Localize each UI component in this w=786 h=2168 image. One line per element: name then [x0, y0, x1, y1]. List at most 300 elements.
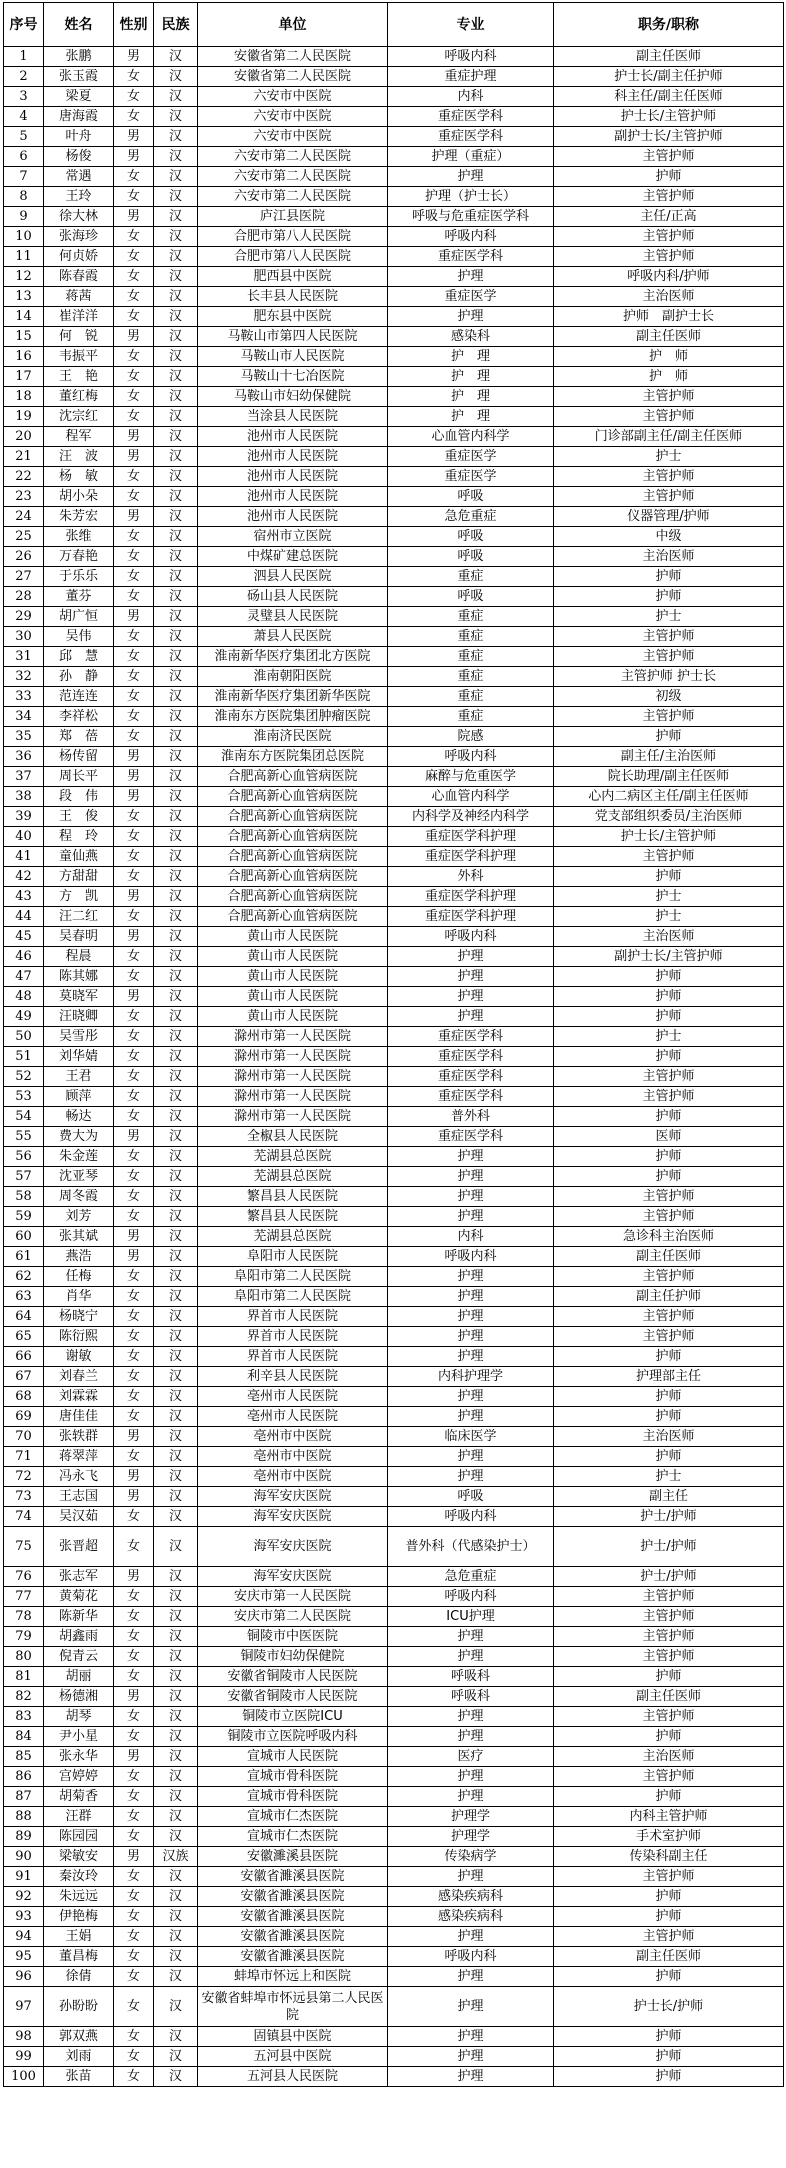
cell-name: 燕浩 [44, 1247, 114, 1267]
cell-specialty: 内科 [388, 87, 554, 107]
cell-ethnicity: 汉 [154, 1247, 198, 1267]
table-row [4, 1267, 784, 1287]
cell-index: 60 [4, 1227, 44, 1247]
cell-title: 护理部主任 [554, 1367, 784, 1387]
cell-specialty: 呼吸内科 [388, 227, 554, 247]
cell-gender: 女 [114, 727, 154, 747]
cell-title: 医师 [554, 1127, 784, 1147]
cell-ethnicity: 汉 [154, 927, 198, 947]
cell-gender: 女 [114, 1507, 154, 1527]
table-row [4, 447, 784, 467]
cell-unit: 安徽省濉溪县医院 [198, 1927, 388, 1947]
table-row [4, 167, 784, 187]
cell-specialty: 普外科（代感染护士） [388, 1527, 554, 1567]
cell-title: 主管护师 [554, 1707, 784, 1727]
cell-name: 崔洋洋 [44, 307, 114, 327]
cell-index: 42 [4, 867, 44, 887]
cell-index: 92 [4, 1887, 44, 1907]
cell-specialty: 重症医学科护理 [388, 827, 554, 847]
cell-gender: 男 [114, 1227, 154, 1247]
cell-unit: 界首市人民医院 [198, 1307, 388, 1327]
cell-name: 唐佳佳 [44, 1407, 114, 1427]
table-row [4, 707, 784, 727]
cell-index: 34 [4, 707, 44, 727]
cell-name: 张永华 [44, 1747, 114, 1767]
cell-ethnicity: 汉 [154, 627, 198, 647]
cell-index: 39 [4, 807, 44, 827]
cell-index: 49 [4, 1007, 44, 1027]
cell-index: 46 [4, 947, 44, 967]
cell-specialty: 护理 [388, 1327, 554, 1347]
cell-title: 护师 [554, 1667, 784, 1687]
cell-title: 护士长/主管护师 [554, 107, 784, 127]
cell-specialty: 麻醉与危重医学 [388, 767, 554, 787]
cell-index: 12 [4, 267, 44, 287]
cell-unit: 宣城市骨科医院 [198, 1767, 388, 1787]
cell-gender: 男 [114, 1127, 154, 1147]
cell-title: 护士 [554, 607, 784, 627]
cell-unit: 全椒县人民医院 [198, 1127, 388, 1147]
cell-specialty: 临床医学 [388, 1427, 554, 1447]
cell-ethnicity: 汉 [154, 1767, 198, 1787]
table-row [4, 2047, 784, 2067]
cell-index: 85 [4, 1747, 44, 1767]
header-specialty: 专业 [388, 3, 554, 47]
cell-name: 张志军 [44, 1567, 114, 1587]
cell-title: 主管护师 [554, 1187, 784, 1207]
cell-specialty: 护理 [388, 1927, 554, 1947]
cell-ethnicity: 汉 [154, 1347, 198, 1367]
cell-title: 护师 [554, 1347, 784, 1367]
cell-title: 主任/正高 [554, 207, 784, 227]
cell-gender: 女 [114, 1647, 154, 1667]
cell-ethnicity: 汉 [154, 867, 198, 887]
cell-gender: 女 [114, 227, 154, 247]
cell-name: 倪青云 [44, 1647, 114, 1667]
cell-name: 秦汝玲 [44, 1867, 114, 1887]
cell-index: 13 [4, 287, 44, 307]
cell-title: 主管护师 [554, 467, 784, 487]
cell-unit: 宣城市仁杰医院 [198, 1827, 388, 1847]
cell-title: 主管护师 [554, 487, 784, 507]
cell-specialty: 院感 [388, 727, 554, 747]
cell-specialty: 呼吸 [388, 1487, 554, 1507]
cell-name: 段 伟 [44, 787, 114, 807]
cell-unit: 合肥高新心血管病医院 [198, 807, 388, 827]
cell-unit: 合肥高新心血管病医院 [198, 767, 388, 787]
cell-ethnicity: 汉 [154, 107, 198, 127]
cell-unit: 滁州市第一人民医院 [198, 1047, 388, 1067]
cell-ethnicity: 汉 [154, 1527, 198, 1567]
cell-title: 主管护师 [554, 1267, 784, 1287]
cell-index: 8 [4, 187, 44, 207]
table-row [4, 847, 784, 867]
cell-unit: 马鞍山市第四人民医院 [198, 327, 388, 347]
cell-index: 54 [4, 1107, 44, 1127]
cell-index: 94 [4, 1927, 44, 1947]
cell-unit: 安徽濉溪县医院 [198, 1847, 388, 1867]
cell-gender: 女 [114, 87, 154, 107]
cell-unit: 合肥高新心血管病医院 [198, 847, 388, 867]
cell-unit: 安徽省濉溪县医院 [198, 1867, 388, 1887]
cell-unit: 安徽省濉溪县医院 [198, 1907, 388, 1927]
cell-name: 任梅 [44, 1267, 114, 1287]
cell-ethnicity: 汉 [154, 987, 198, 1007]
cell-name: 张轶群 [44, 1427, 114, 1447]
cell-ethnicity: 汉 [154, 1707, 198, 1727]
cell-index: 28 [4, 587, 44, 607]
cell-specialty: 重症 [388, 607, 554, 627]
table-row [4, 1127, 784, 1147]
cell-name: 童仙燕 [44, 847, 114, 867]
table-row [4, 727, 784, 747]
cell-unit: 芜湖县总医院 [198, 1227, 388, 1247]
cell-name: 徐倩 [44, 1967, 114, 1987]
cell-ethnicity: 汉 [154, 1227, 198, 1247]
table-row [4, 1367, 784, 1387]
cell-index: 30 [4, 627, 44, 647]
cell-ethnicity: 汉 [154, 1807, 198, 1827]
cell-title: 副主任医师 [554, 1247, 784, 1267]
cell-unit: 淮南新华医疗集团北方医院 [198, 647, 388, 667]
cell-title: 主管护师 [554, 1327, 784, 1347]
cell-name: 朱芳宏 [44, 507, 114, 527]
cell-gender: 女 [114, 1027, 154, 1047]
cell-unit: 亳州市中医院 [198, 1447, 388, 1467]
cell-specialty: 护理（重症） [388, 147, 554, 167]
cell-title: 护师 [554, 1147, 784, 1167]
cell-gender: 男 [114, 1747, 154, 1767]
cell-specialty: 护理 [388, 1267, 554, 1287]
cell-title: 主管护师 [554, 1587, 784, 1607]
cell-title: 初级 [554, 687, 784, 707]
cell-gender: 男 [114, 1847, 154, 1867]
cell-ethnicity: 汉 [154, 2067, 198, 2087]
cell-ethnicity: 汉 [154, 547, 198, 567]
cell-specialty: 呼吸科 [388, 1687, 554, 1707]
cell-unit: 宣城市人民医院 [198, 1747, 388, 1767]
cell-index: 74 [4, 1507, 44, 1527]
cell-gender: 女 [114, 1347, 154, 1367]
table-row [4, 647, 784, 667]
cell-unit: 安徽省铜陵市人民医院 [198, 1667, 388, 1687]
cell-index: 7 [4, 167, 44, 187]
table-row [4, 1567, 784, 1587]
cell-ethnicity: 汉 [154, 1327, 198, 1347]
cell-index: 59 [4, 1207, 44, 1227]
cell-unit: 肥东县中医院 [198, 307, 388, 327]
cell-index: 67 [4, 1367, 44, 1387]
cell-name: 何贞娇 [44, 247, 114, 267]
cell-name: 董昌梅 [44, 1947, 114, 1967]
cell-specialty: 呼吸内科 [388, 747, 554, 767]
cell-ethnicity: 汉 [154, 467, 198, 487]
table-row [4, 1247, 784, 1267]
table-row [4, 327, 784, 347]
cell-unit: 六安市中医院 [198, 127, 388, 147]
cell-specialty: 护理 [388, 1647, 554, 1667]
cell-ethnicity: 汉 [154, 327, 198, 347]
cell-gender: 男 [114, 927, 154, 947]
cell-unit: 铜陵市立医院呼吸内科 [198, 1727, 388, 1747]
cell-index: 11 [4, 247, 44, 267]
cell-unit: 安徽省濉溪县医院 [198, 1887, 388, 1907]
cell-name: 谢敏 [44, 1347, 114, 1367]
cell-ethnicity: 汉 [154, 1987, 198, 2027]
cell-title: 主管护师 [554, 627, 784, 647]
cell-gender: 女 [114, 707, 154, 727]
table-row [4, 107, 784, 127]
cell-specialty: 呼吸与危重症医学科 [388, 207, 554, 227]
cell-specialty: 护理 [388, 1407, 554, 1427]
cell-title: 副主任医师 [554, 1947, 784, 1967]
cell-specialty: 呼吸内科 [388, 1947, 554, 1967]
cell-title: 心内二病区主任/副主任医师 [554, 787, 784, 807]
table-row [4, 1487, 784, 1507]
cell-name: 陈春霞 [44, 267, 114, 287]
cell-title: 护师 [554, 727, 784, 747]
cell-name: 张鹏 [44, 47, 114, 67]
cell-index: 10 [4, 227, 44, 247]
cell-specialty: 急危重症 [388, 507, 554, 527]
cell-name: 吴伟 [44, 627, 114, 647]
header-gender: 性别 [114, 3, 154, 47]
table-row [4, 147, 784, 167]
cell-unit: 合肥高新心血管病医院 [198, 787, 388, 807]
table-row [4, 287, 784, 307]
cell-ethnicity: 汉 [154, 1187, 198, 1207]
table-row [4, 1647, 784, 1667]
cell-ethnicity: 汉 [154, 1907, 198, 1927]
cell-gender: 女 [114, 1947, 154, 1967]
cell-specialty: 急危重症 [388, 1567, 554, 1587]
cell-gender: 女 [114, 1067, 154, 1087]
cell-unit: 宣城市仁杰医院 [198, 1807, 388, 1827]
cell-ethnicity: 汉 [154, 1107, 198, 1127]
cell-title: 主管护师 [554, 147, 784, 167]
table-row [4, 387, 784, 407]
cell-gender: 女 [114, 1887, 154, 1907]
cell-gender: 男 [114, 47, 154, 67]
cell-index: 83 [4, 1707, 44, 1727]
cell-unit: 淮南新华医疗集团新华医院 [198, 687, 388, 707]
cell-index: 43 [4, 887, 44, 907]
cell-ethnicity: 汉 [154, 247, 198, 267]
cell-gender: 男 [114, 1467, 154, 1487]
table-row [4, 1207, 784, 1227]
cell-specialty: 护理 [388, 307, 554, 327]
cell-title: 手术室护师 [554, 1827, 784, 1847]
cell-gender: 男 [114, 207, 154, 227]
cell-name: 孙 静 [44, 667, 114, 687]
table-row [4, 267, 784, 287]
cell-unit: 安徽省第二人民医院 [198, 67, 388, 87]
cell-gender: 女 [114, 2027, 154, 2047]
cell-gender: 女 [114, 407, 154, 427]
cell-name: 胡丽 [44, 1667, 114, 1687]
cell-title: 副护士长/主管护师 [554, 127, 784, 147]
cell-index: 41 [4, 847, 44, 867]
cell-gender: 女 [114, 1107, 154, 1127]
cell-specialty: 内科护理学 [388, 1367, 554, 1387]
cell-specialty: 护理 [388, 1727, 554, 1747]
cell-name: 王 艳 [44, 367, 114, 387]
cell-unit: 池州市人民医院 [198, 427, 388, 447]
cell-ethnicity: 汉 [154, 847, 198, 867]
cell-specialty: 呼吸内科 [388, 927, 554, 947]
cell-specialty: 护理学 [388, 1807, 554, 1827]
cell-index: 15 [4, 327, 44, 347]
cell-gender: 女 [114, 67, 154, 87]
table-row [4, 1787, 784, 1807]
cell-unit: 马鞍山市人民医院 [198, 347, 388, 367]
cell-name: 郑 蓓 [44, 727, 114, 747]
table-row [4, 1947, 784, 1967]
table-row [4, 247, 784, 267]
table-row [4, 1307, 784, 1327]
cell-unit: 安庆市第一人民医院 [198, 1587, 388, 1607]
cell-title: 主管护师 [554, 1627, 784, 1647]
cell-title: 副主任医师 [554, 1687, 784, 1707]
cell-ethnicity: 汉 [154, 1407, 198, 1427]
cell-gender: 男 [114, 987, 154, 1007]
cell-specialty: 护理（护士长） [388, 187, 554, 207]
cell-name: 刘华婧 [44, 1047, 114, 1067]
table-body [4, 47, 784, 2087]
cell-specialty: 护理 [388, 1707, 554, 1727]
table-row [4, 987, 784, 1007]
table-row [4, 907, 784, 927]
cell-name: 刘芳 [44, 1207, 114, 1227]
cell-name: 陈新华 [44, 1607, 114, 1627]
cell-title: 副主任护师 [554, 1287, 784, 1307]
cell-name: 董红梅 [44, 387, 114, 407]
table-row [4, 1227, 784, 1247]
cell-title: 急诊科主治医师 [554, 1227, 784, 1247]
cell-unit: 安徽省蚌埠市怀远县第二人民医院 [198, 1987, 388, 2027]
cell-name: 方 凯 [44, 887, 114, 907]
cell-title: 护师 [554, 1047, 784, 1067]
cell-title: 护师 [554, 1727, 784, 1747]
cell-name: 王娟 [44, 1927, 114, 1947]
cell-title: 主治医师 [554, 927, 784, 947]
cell-unit: 黄山市人民医院 [198, 1007, 388, 1027]
cell-name: 刘春兰 [44, 1367, 114, 1387]
cell-ethnicity: 汉 [154, 1647, 198, 1667]
cell-title: 主管护师 [554, 707, 784, 727]
cell-title: 护 师 [554, 347, 784, 367]
cell-name: 梁夏 [44, 87, 114, 107]
cell-gender: 男 [114, 327, 154, 347]
cell-ethnicity: 汉 [154, 47, 198, 67]
cell-ethnicity: 汉 [154, 1427, 198, 1447]
table-row [4, 1847, 784, 1867]
cell-name: 梁敏安 [44, 1847, 114, 1867]
table-row [4, 2067, 784, 2087]
cell-index: 27 [4, 567, 44, 587]
cell-index: 23 [4, 487, 44, 507]
table-row [4, 687, 784, 707]
cell-unit: 安庆市第二人民医院 [198, 1607, 388, 1627]
cell-index: 84 [4, 1727, 44, 1747]
cell-specialty: 重症医学科护理 [388, 847, 554, 867]
cell-ethnicity: 汉 [154, 1627, 198, 1647]
cell-index: 44 [4, 907, 44, 927]
cell-unit: 滁州市第一人民医院 [198, 1027, 388, 1047]
cell-index: 89 [4, 1827, 44, 1847]
cell-name: 常遇 [44, 167, 114, 187]
cell-unit: 铜陵市妇幼保健院 [198, 1647, 388, 1667]
cell-unit: 六安市中医院 [198, 107, 388, 127]
cell-index: 26 [4, 547, 44, 567]
cell-name: 冯永飞 [44, 1467, 114, 1487]
header-title: 职务/职称 [554, 3, 784, 47]
cell-ethnicity: 汉 [154, 1067, 198, 1087]
cell-index: 62 [4, 1267, 44, 1287]
cell-gender: 男 [114, 887, 154, 907]
cell-ethnicity: 汉 [154, 1507, 198, 1527]
cell-ethnicity: 汉 [154, 407, 198, 427]
cell-specialty: 护理 [388, 1347, 554, 1367]
table-row [4, 1407, 784, 1427]
table-row [4, 767, 784, 787]
cell-name: 张维 [44, 527, 114, 547]
cell-ethnicity: 汉 [154, 1747, 198, 1767]
cell-specialty: 重症医学科 [388, 127, 554, 147]
cell-title: 护师 [554, 587, 784, 607]
table-row [4, 1627, 784, 1647]
cell-title: 护师 [554, 567, 784, 587]
cell-unit: 合肥高新心血管病医院 [198, 887, 388, 907]
cell-title: 主管护师 [554, 1067, 784, 1087]
cell-unit: 淮南济民医院 [198, 727, 388, 747]
cell-specialty: 呼吸内科 [388, 1247, 554, 1267]
cell-ethnicity: 汉 [154, 1587, 198, 1607]
cell-unit: 芜湖县总医院 [198, 1147, 388, 1167]
cell-ethnicity: 汉 [154, 1047, 198, 1067]
cell-ethnicity: 汉 [154, 647, 198, 667]
cell-gender: 女 [114, 107, 154, 127]
cell-unit: 五河县人民医院 [198, 2067, 388, 2087]
cell-ethnicity: 汉 [154, 887, 198, 907]
cell-unit: 繁昌县人民医院 [198, 1187, 388, 1207]
cell-specialty: 重症医学科 [388, 1047, 554, 1067]
cell-gender: 女 [114, 247, 154, 267]
cell-ethnicity: 汉 [154, 2027, 198, 2047]
cell-specialty: 呼吸 [388, 547, 554, 567]
cell-gender: 女 [114, 307, 154, 327]
cell-title: 主管护师 [554, 1607, 784, 1627]
cell-specialty: 内科 [388, 1227, 554, 1247]
cell-unit: 利辛县人民医院 [198, 1367, 388, 1387]
cell-title: 门诊部副主任/副主任医师 [554, 427, 784, 447]
cell-ethnicity: 汉 [154, 747, 198, 767]
cell-gender: 女 [114, 1867, 154, 1887]
cell-index: 25 [4, 527, 44, 547]
cell-title: 主管护师 [554, 1767, 784, 1787]
cell-name: 胡鑫雨 [44, 1627, 114, 1647]
cell-title: 护士长/副主任护师 [554, 67, 784, 87]
cell-index: 75 [4, 1527, 44, 1567]
cell-title: 护师 [554, 967, 784, 987]
cell-gender: 女 [114, 1007, 154, 1027]
cell-gender: 男 [114, 1427, 154, 1447]
cell-index: 69 [4, 1407, 44, 1427]
cell-title: 主管护师 [554, 847, 784, 867]
cell-unit: 阜阳市第二人民医院 [198, 1287, 388, 1307]
cell-ethnicity: 汉 [154, 67, 198, 87]
cell-name: 王志国 [44, 1487, 114, 1507]
